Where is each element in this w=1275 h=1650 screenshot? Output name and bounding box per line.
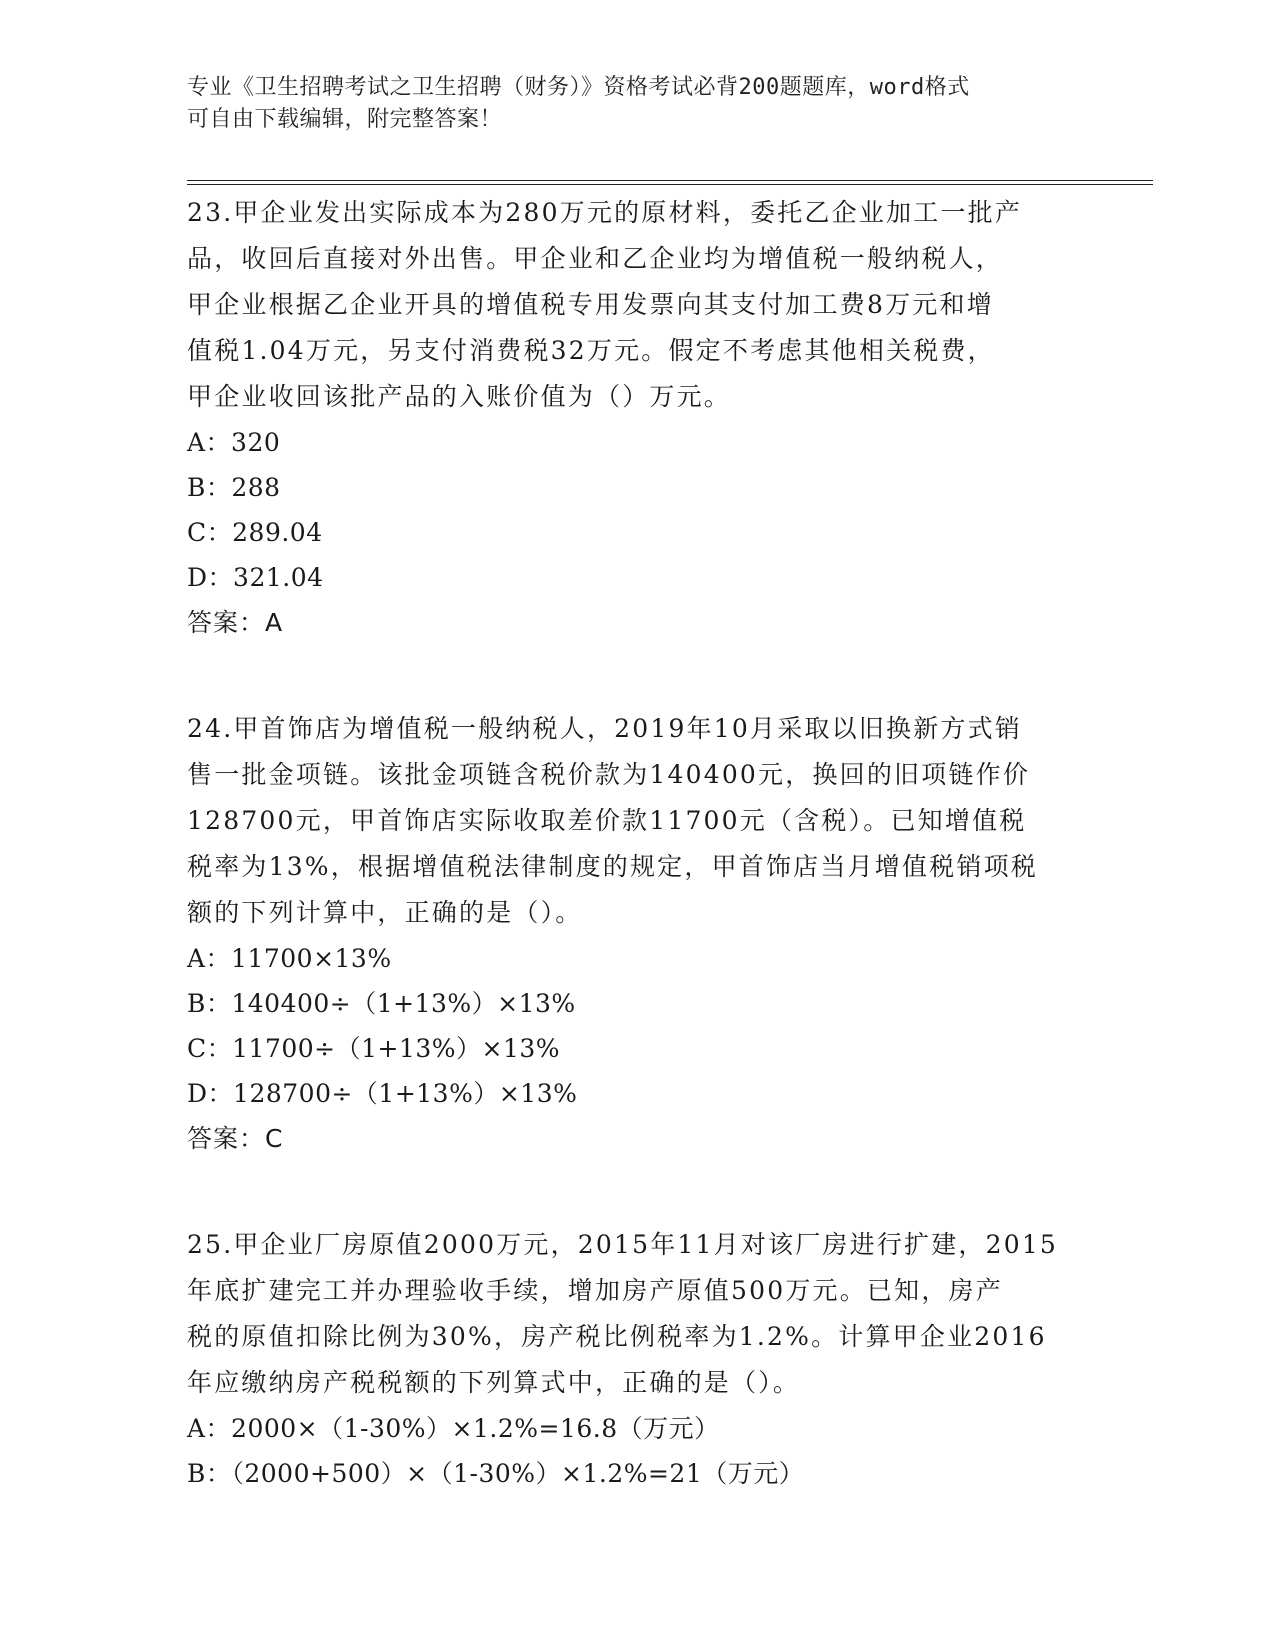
question-text-line: 128700元，甲首饰店实际收取差价款11700元（含税）。已知增值税 [187, 806, 1027, 835]
option-list [187, 1406, 1087, 1496]
option-a: A：320 [187, 428, 281, 457]
question-text [187, 190, 1087, 420]
question-text [187, 1222, 1087, 1406]
question-list [187, 190, 1087, 1496]
question-text [187, 706, 1087, 936]
answer-label: 答案：C [187, 1124, 284, 1153]
option-d: D：321.04 [187, 563, 324, 592]
question-23 [187, 190, 1087, 646]
option-a: A：2000×（1-30%）×1.2%=16.8（万元） [187, 1414, 720, 1443]
option-d: D：128700÷（1+13%）×13% [187, 1079, 578, 1108]
question-text-line: 年底扩建完工并办理验收手续，增加房产原值500万元。已知，房产 [187, 1276, 1003, 1305]
header-divider-bottom [187, 184, 1153, 185]
option-c: C：289.04 [187, 518, 323, 547]
question-text-line: 品，收回后直接对外出售。甲企业和乙企业均为增值税一般纳税人， [187, 244, 1004, 273]
document-header [187, 72, 1067, 136]
question-text-line: 24.甲首饰店为增值税一般纳税人，2019年10月采取以旧换新方式销 [187, 714, 1022, 743]
question-spacer [187, 646, 1087, 706]
question-text-line: 23.甲企业发出实际成本为280万元的原材料，委托乙企业加工一批产 [187, 198, 1023, 227]
header-title-line-1: 专业《卫生招聘考试之卫生招聘（财务）》资格考试必背200题题库，word格式 [187, 75, 970, 100]
question-text-line: 税的原值扣除比例为30%，房产税比例税率为1.2%。计算甲企业2016 [187, 1322, 1047, 1351]
question-text-line: 值税1.04万元，另支付消费税32万元。假定不考虑其他相关税费， [187, 336, 995, 365]
question-spacer [187, 1162, 1087, 1222]
question-25 [187, 1222, 1087, 1496]
question-text-line: 甲企业根据乙企业开具的增值税专用发票向其支付加工费8万元和增 [187, 290, 994, 319]
option-list [187, 936, 1087, 1116]
option-b: B：288 [187, 473, 281, 502]
answer-label: 答案：A [187, 608, 284, 637]
question-text-line: 甲企业收回该批产品的入账价值为（）万元。 [187, 382, 732, 411]
question-text-line: 售一批金项链。该批金项链含税价款为140400元，换回的旧项链作价 [187, 760, 1031, 789]
question-text-line: 税率为13%，根据增值税法律制度的规定，甲首饰店当月增值税销项税 [187, 852, 1038, 881]
option-a: A：11700×13% [187, 944, 392, 973]
header-divider-top [187, 180, 1153, 181]
header-title-line-2: 可自由下载编辑，附完整答案！ [187, 107, 503, 132]
question-text-line: 年应缴纳房产税税额的下列算式中，正确的是（）。 [187, 1368, 801, 1397]
question-24 [187, 706, 1087, 1162]
option-b: B：（2000+500）×（1-30%）×1.2%=21（万元） [187, 1459, 805, 1488]
option-list [187, 420, 1087, 600]
option-b: B：140400÷（1+13%）×13% [187, 989, 576, 1018]
question-text-line: 25.甲企业厂房原值2000万元，2015年11月对该厂房进行扩建，2015 [187, 1230, 1059, 1259]
question-text-line: 额的下列计算中，正确的是（）。 [187, 898, 583, 927]
option-c: C：11700÷（1+13%）×13% [187, 1034, 561, 1063]
